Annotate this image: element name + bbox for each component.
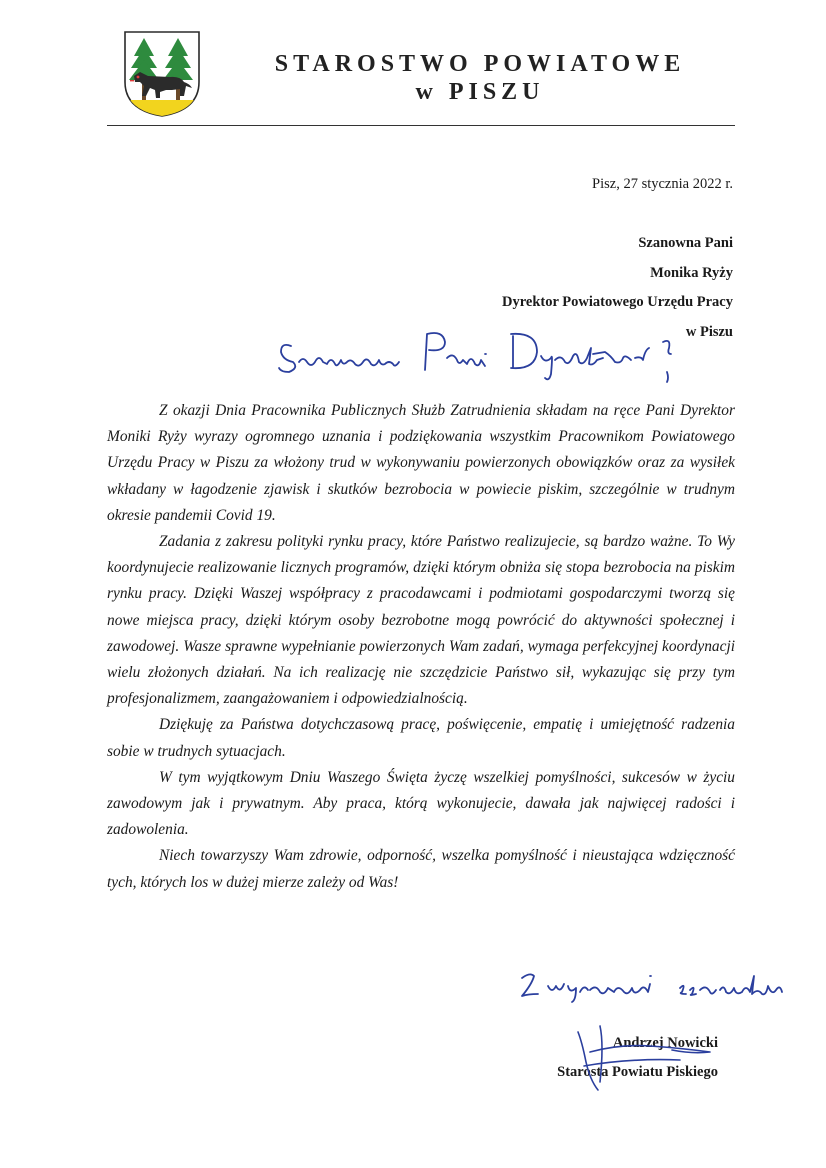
addressee-name: Monika Ryży <box>650 264 733 281</box>
addressee-salutation: Szanowna Pani <box>638 235 733 251</box>
office-title <box>220 50 740 106</box>
body-paragraph: Niech towarzyszy Wam zdrowie, odporność, wszelka pomyślność i nieustająca wdzięczność tych, których los w dużej mierze zależy od Was! <box>107 847 735 891</box>
addressee-location: w Piszu <box>685 323 733 340</box>
letter-body <box>107 398 735 896</box>
addressee-position: Dyrektor Powiatowego Urzędu Pracy <box>501 294 733 310</box>
office-title-line-2: w PISZU <box>415 79 545 105</box>
handwritten-closing <box>510 962 826 1012</box>
office-title-line-1: STAROSTWO POWIATOWE <box>274 51 686 77</box>
body-paragraph: W tym wyjątkowym Dniu Waszego Święta życzę wszelkiej pomyślności, sukcesów w życiu zawodowym jak i prywatnym. Aby praca, którą wykonujecie, dawała jak najwięcej radości i zadowolenia. <box>107 768 735 839</box>
coat-of-arms-icon <box>122 30 202 118</box>
signatory-title: Starosta Powiatu Piskiego <box>557 1064 718 1080</box>
signature-icon <box>560 1022 730 1094</box>
body-paragraph: Z okazji Dnia Pracownika Publicznych Służb Zatrudnienia składam na ręce Pani Dyrektor Moniki Ryży wyrazy ogromnego uznania i podziękowania wszystkim Pracownikom Powiatowego Urzędu Pracy w Piszu za włożony trud w wykonywaniu powierzonych obowiązków oraz za wysiłek wkładany w łagodzenie zjawisk i skutków bezrobocia w powiecie piskim, szczególnie w trudnym okresie pandemii Covid 19. <box>107 402 735 524</box>
signatory-name: Andrzej Nowicki <box>612 1035 718 1051</box>
handwritten-salutation <box>275 320 715 392</box>
letter-date: Pisz, 27 stycznia 2022 r. <box>592 176 733 192</box>
header-divider <box>107 125 735 126</box>
body-paragraph: Zadania z zakresu polityki rynku pracy, które Państwo realizujecie, są bardzo ważne. To Wy koordynujecie realizowanie licznych programów, dzięki którym obniża się stopa bezrobocia na piskim rynku pracy. Dzięki Waszej współpracy z pracodawcami i podmiotami gospodarczymi tworzą się nowe miejsca pracy, dzięki którym osoby bezrobotne mogą powrócić do aktywności społecznej i zawodowej. Wasze sprawne wypełnianie powierzonych Wam zadań, wymaga perfekcyjnej koordynacji wielu złożonych działań. Na ich realizację nie szczędzicie Państwo sił, wykazując się przy tym profesjonalizmem, zaangażowaniem i odpowiedzialnością. <box>107 533 735 708</box>
body-paragraph: Dziękuję za Państwa dotychczasową pracę, poświęcenie, empatię i umiejętność radzenia sobie w trudnych sytuacjach. <box>107 716 735 760</box>
